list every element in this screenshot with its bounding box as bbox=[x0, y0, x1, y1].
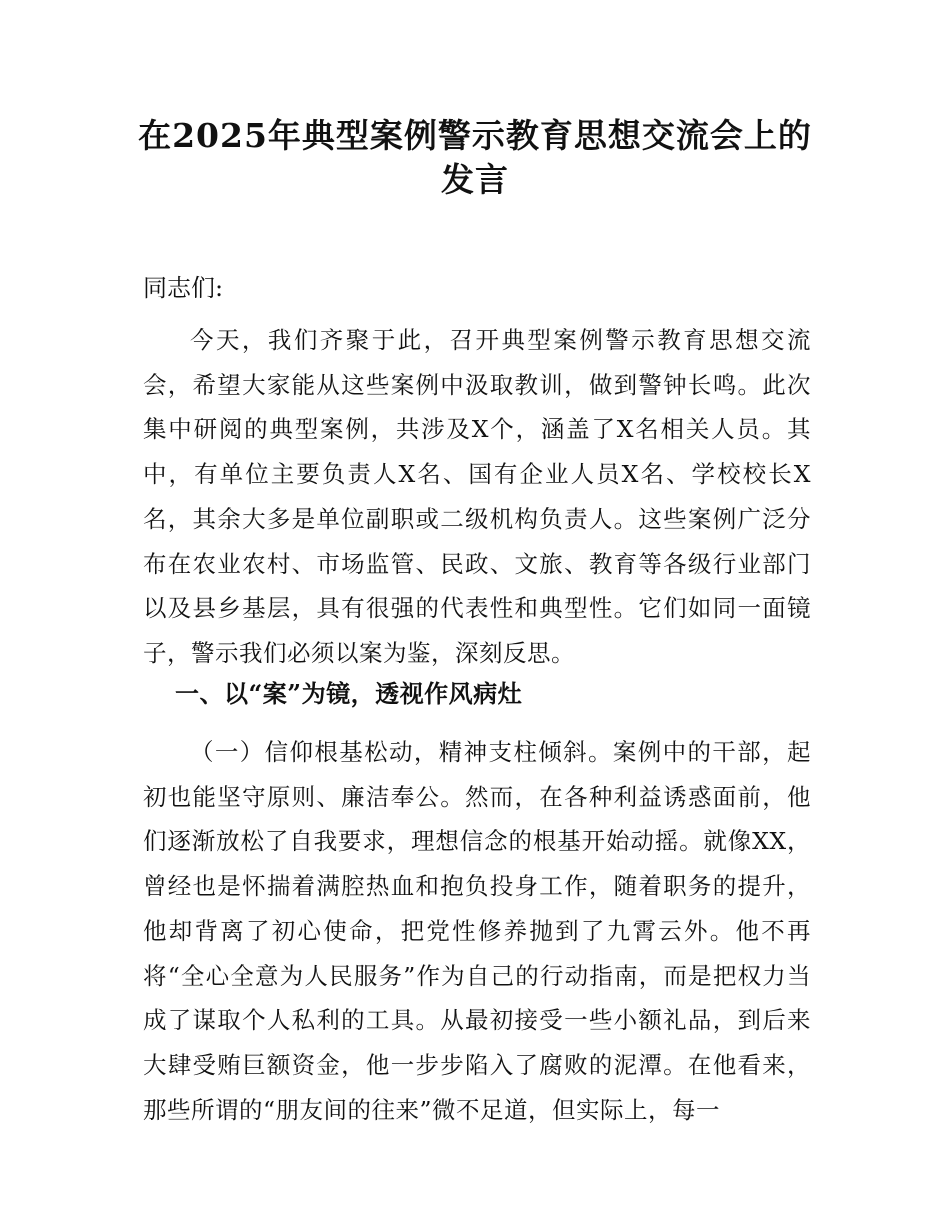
section-heading-1: 一、以“案”为镜，透视作风病灶 bbox=[175, 679, 523, 708]
salutation: 同志们: bbox=[143, 274, 224, 302]
document-title-line-1: 在2025年典型案例警示教育思想交流会上的 bbox=[138, 116, 812, 155]
document-title-line-2: 发言 bbox=[441, 160, 509, 199]
paragraph-intro: 今天，我们齐聚于此，召开典型案例警示教育思想交流会，希望大家能从这些案例中汲取教训，做到警钟长鸣。此次集中研阅的典型案例，共涉及X个，涵盖了X名相关人员。其中，有单位主要负责人X名、国有企业人员X名、学校校长X名，其余大多是单位副职或二级机构负责人。这些案例广泛分布在农业农村、市场监管、民政、文旅、教育等各级行业部门以及县乡基层，具有很强的代表性和典型性。它们如同一面镜子，警示我们必须以案为鉴，深刻反思。 bbox=[143, 326, 811, 667]
paragraph-section-1-1: （一）信仰根基松动，精神支柱倾斜。案例中的干部，起初也能坚守原则、廉洁奉公。然而，在各种利益诱惑面前，他们逐渐放松了自我要求，理想信念的根基开始动摇。就像XX，曾经也是怀揣着满腔热血和抱负投身工作，随着职务的提升，他却背离了初心使命，把党性修养抛到了九霄云外。他不再将“全心全意为人民服务”作为自己的行动指南，而是把权力当成了谋取个人私利的工具。从最初接受一些小额礼品，到后来大肆受贿巨额资金，他一步步陷入了腐败的泥潭。在他看来，那些所谓的“朋友间的往来”微不足道，但实际上，每一 bbox=[143, 738, 811, 1124]
